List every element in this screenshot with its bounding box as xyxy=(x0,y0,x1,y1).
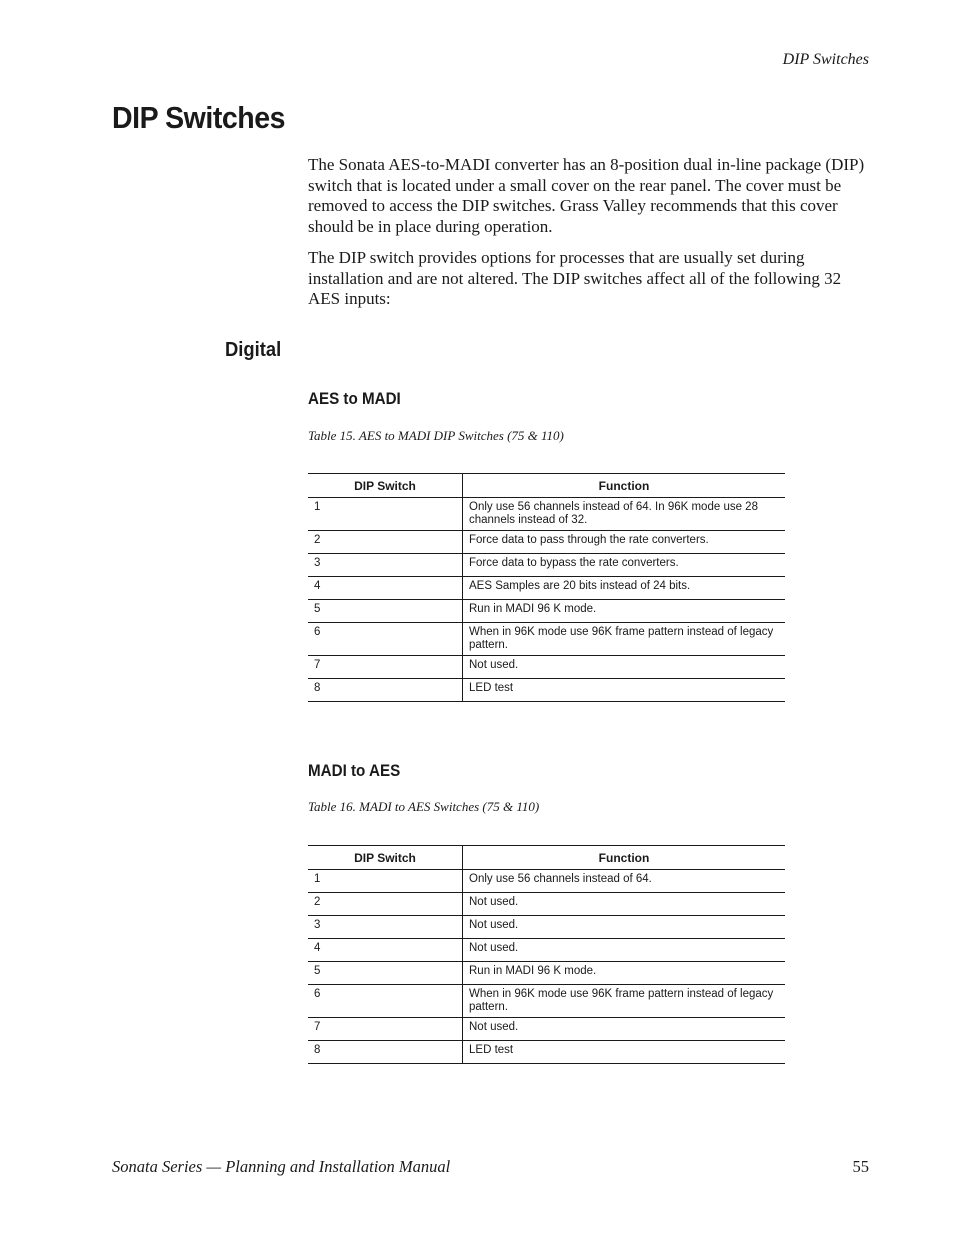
table-row xyxy=(308,893,785,916)
table-row xyxy=(308,1018,785,1041)
intro-paragraph-2: The DIP switch provides options for processes that are usually set during installation and are not altered. The DIP switches affect all of the following 32 AES inputs: xyxy=(308,248,842,308)
footer-document-title: Sonata Series — Planning and Installation Manual xyxy=(112,1157,451,1176)
section-heading-digital: Digital xyxy=(225,339,282,361)
switch-number: 1 xyxy=(308,870,463,893)
running-header: DIP Switches xyxy=(782,51,869,68)
table-row xyxy=(308,985,785,1018)
switch-number: 3 xyxy=(308,554,463,577)
column-header-dip-switch: DIP Switch xyxy=(308,474,463,498)
switch-number: 6 xyxy=(308,623,463,656)
switch-number: 4 xyxy=(308,577,463,600)
table-row xyxy=(308,623,785,656)
switch-function: Not used. xyxy=(463,893,786,916)
switch-function: AES Samples are 20 bits instead of 24 bits. xyxy=(463,577,786,600)
table-row xyxy=(308,577,785,600)
table-row xyxy=(308,554,785,577)
table-row xyxy=(308,962,785,985)
table-row xyxy=(308,600,785,623)
table-row xyxy=(308,916,785,939)
switch-function: Not used. xyxy=(463,1018,786,1041)
page-title: DIP Switches xyxy=(112,100,286,135)
page-number: 55 xyxy=(852,1157,869,1176)
intro-paragraph-1: The Sonata AES-to-MADI converter has an 8-position dual in-line package (DIP) switch that is located under a small cover on the rear panel. The cover must be removed to access the DIP switches. Grass Valley recommends that this cover should be in place during operation. xyxy=(308,155,865,236)
switch-function: Only use 56 channels instead of 64. In 96K mode use 28 channels instead of 32. xyxy=(463,498,786,531)
switch-number: 2 xyxy=(308,531,463,554)
switch-number: 8 xyxy=(308,1041,463,1064)
switch-function: Not used. xyxy=(463,656,786,679)
column-header-function: Function xyxy=(463,846,786,870)
table-16-caption: Table 16. MADI to AES Switches (75 & 110) xyxy=(308,799,540,814)
table-row xyxy=(308,939,785,962)
table-header-row xyxy=(308,474,785,498)
table-row xyxy=(308,870,785,893)
switch-function: Force data to pass through the rate converters. xyxy=(463,531,786,554)
column-header-function: Function xyxy=(463,474,786,498)
switch-number: 4 xyxy=(308,939,463,962)
table-row xyxy=(308,1041,785,1064)
switch-function: Only use 56 channels instead of 64. xyxy=(463,870,786,893)
switch-function: Not used. xyxy=(463,916,786,939)
column-header-dip-switch: DIP Switch xyxy=(308,846,463,870)
switch-number: 7 xyxy=(308,1018,463,1041)
table-row xyxy=(308,531,785,554)
switch-function: Run in MADI 96 K mode. xyxy=(463,600,786,623)
switch-number: 8 xyxy=(308,679,463,702)
switch-function: Not used. xyxy=(463,939,786,962)
switch-function: Run in MADI 96 K mode. xyxy=(463,962,786,985)
madi-to-aes-table xyxy=(308,845,785,1064)
table-15-caption: Table 15. AES to MADI DIP Switches (75 & 110) xyxy=(308,428,564,443)
table-header-row xyxy=(308,846,785,870)
table-row xyxy=(308,656,785,679)
switch-number: 5 xyxy=(308,962,463,985)
subheading-madi-to-aes: MADI to AES xyxy=(308,762,401,780)
switch-function: When in 96K mode use 96K frame pattern instead of legacy pattern. xyxy=(463,623,786,656)
switch-number: 2 xyxy=(308,893,463,916)
switch-function: When in 96K mode use 96K frame pattern instead of legacy pattern. xyxy=(463,985,786,1018)
switch-number: 7 xyxy=(308,656,463,679)
subheading-aes-to-madi: AES to MADI xyxy=(308,390,401,408)
switch-function: LED test xyxy=(463,679,786,702)
switch-number: 3 xyxy=(308,916,463,939)
switch-function: LED test xyxy=(463,1041,786,1064)
table-row xyxy=(308,679,785,702)
table-row xyxy=(308,498,785,531)
aes-to-madi-table xyxy=(308,473,785,702)
switch-function: Force data to bypass the rate converters. xyxy=(463,554,786,577)
switch-number: 1 xyxy=(308,498,463,531)
switch-number: 6 xyxy=(308,985,463,1018)
switch-number: 5 xyxy=(308,600,463,623)
